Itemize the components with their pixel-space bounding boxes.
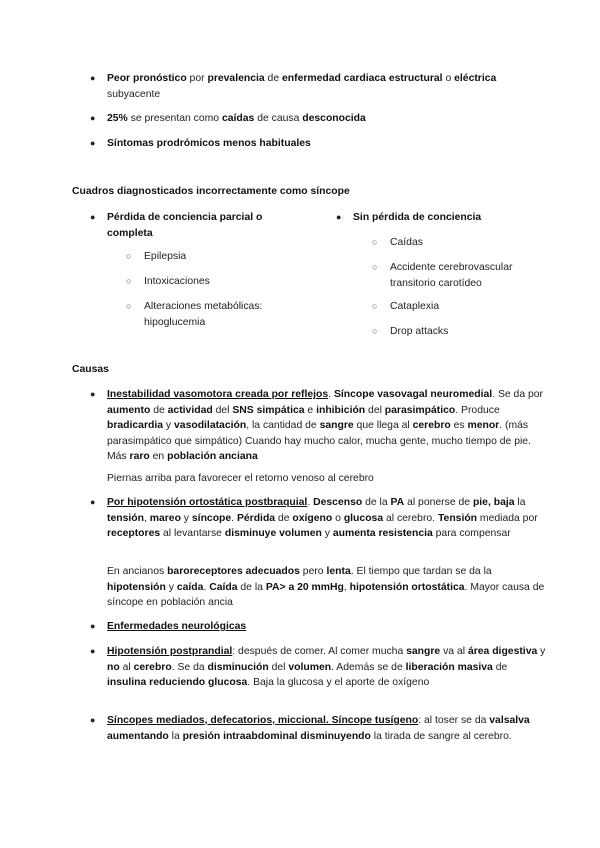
circle-bullet-icon: ○ (126, 251, 132, 261)
bullet-dot: ● (336, 212, 342, 222)
cause-text: Hipotensión postprandial: después de comer. Al comer mucha sangre va al área digestiva y no al cerebro. Se da disminución del volumen. Además se de liberación masiva de insulina reduciendo glucosa. Baja la glucosa y el aporte de oxígeno (107, 646, 546, 688)
bullet-dot: ● (90, 497, 96, 507)
cause-text: Por hipotensión ortostática postbraquial. Descenso de la PA al ponerse de pie, baja la tensión, mareo y síncope. Pérdida de oxígeno o glucosa al cerebro. Tensión mediada por receptores al levantarse disminuye volumen y aumenta resistencia para compensar (107, 497, 538, 539)
section-heading: Causas (72, 364, 109, 375)
bullet-dot: ● (90, 621, 96, 631)
section-heading: Cuadros diagnosticados incorrectamente como síncope (72, 186, 350, 197)
cause-note: Piernas arriba para favorecer el retorno venoso al cerebro (107, 473, 374, 484)
circle-bullet-icon: ○ (126, 276, 132, 286)
cause-item (90, 619, 547, 635)
right-column-title: Sin pérdida de conciencia (353, 212, 482, 223)
sub-item: ○ Cataplexia (390, 299, 550, 315)
cause-text: Enfermedades neurológicas (107, 621, 247, 632)
bullet-dot: ● (90, 212, 96, 222)
cause-note: En ancianos baroreceptores adecuados pero lenta. El tiempo que tardan se da la hipotensión y caída. Caída de la PA> a 20 mmHg, hipotensión ortostática. Mayor causa de síncope en población ancia (107, 566, 545, 608)
bullet-text: 25% se presentan como caídas de causa desconocida (107, 113, 366, 124)
circle-bullet-icon: ○ (372, 326, 378, 336)
cause-text: Inestabilidad vasomotora creada por reflejos. Síncope vasovagal neuromedial. Se da por aumento de actividad del SNS simpática e inhibición del parasimpático. Produce bradicardia y vasodilatación, la cantidad de sangre que llega al cerebro es menor. (más parasimpático que simpático) Cuando hay mucho calor, mucha gente, mucho tiempo de pie. Más raro en población anciana (107, 389, 544, 462)
bullet-dot: ● (90, 73, 96, 83)
sub-item: ○ Intoxicaciones (144, 274, 314, 290)
cause-item (90, 713, 547, 744)
bullet-dot: ● (90, 113, 96, 123)
sub-item: ○ Epilepsia (144, 249, 314, 265)
bullet-dot: ● (90, 715, 96, 725)
cause-item (90, 495, 547, 542)
circle-bullet-icon: ○ (372, 301, 378, 311)
bullet-dot: ● (90, 389, 96, 399)
left-column-title: Pérdida de conciencia parcial o completa (107, 212, 263, 239)
cause-text: Síncopes mediados, defecatorios, miccional. Síncope tusígeno: al toser se da valsalva aumentando la presión intraabdominal disminuyendo la tirada de sangre al cerebro. (107, 715, 530, 742)
cause-item (90, 387, 547, 465)
right-column-bullet (336, 210, 553, 226)
bullet-text: Peor pronóstico por prevalencia de enfermedad cardiaca estructural o eléctrica subyacente (107, 73, 497, 100)
circle-bullet-icon: ○ (372, 237, 378, 247)
bullet-dot: ● (90, 646, 96, 656)
bullet-text: Síntomas prodrómicos menos habituales (107, 138, 311, 149)
bullet-item (90, 136, 547, 152)
sub-item: ○ Alteraciones metabólicas: hipoglucemia (126, 301, 263, 328)
circle-bullet-icon: ○ (126, 301, 132, 311)
sub-item: ○ Drop attacks (390, 324, 550, 340)
bullet-dot: ● (90, 138, 96, 148)
bullet-item (90, 111, 547, 127)
left-column-bullet (90, 210, 297, 241)
sub-item: ○ Caídas (390, 235, 550, 251)
sub-item: ○ Accidente cerebrovascular transitorio carotídeo (372, 262, 513, 289)
cause-item (90, 644, 547, 691)
bullet-item (90, 71, 547, 102)
circle-bullet-icon: ○ (372, 262, 378, 272)
